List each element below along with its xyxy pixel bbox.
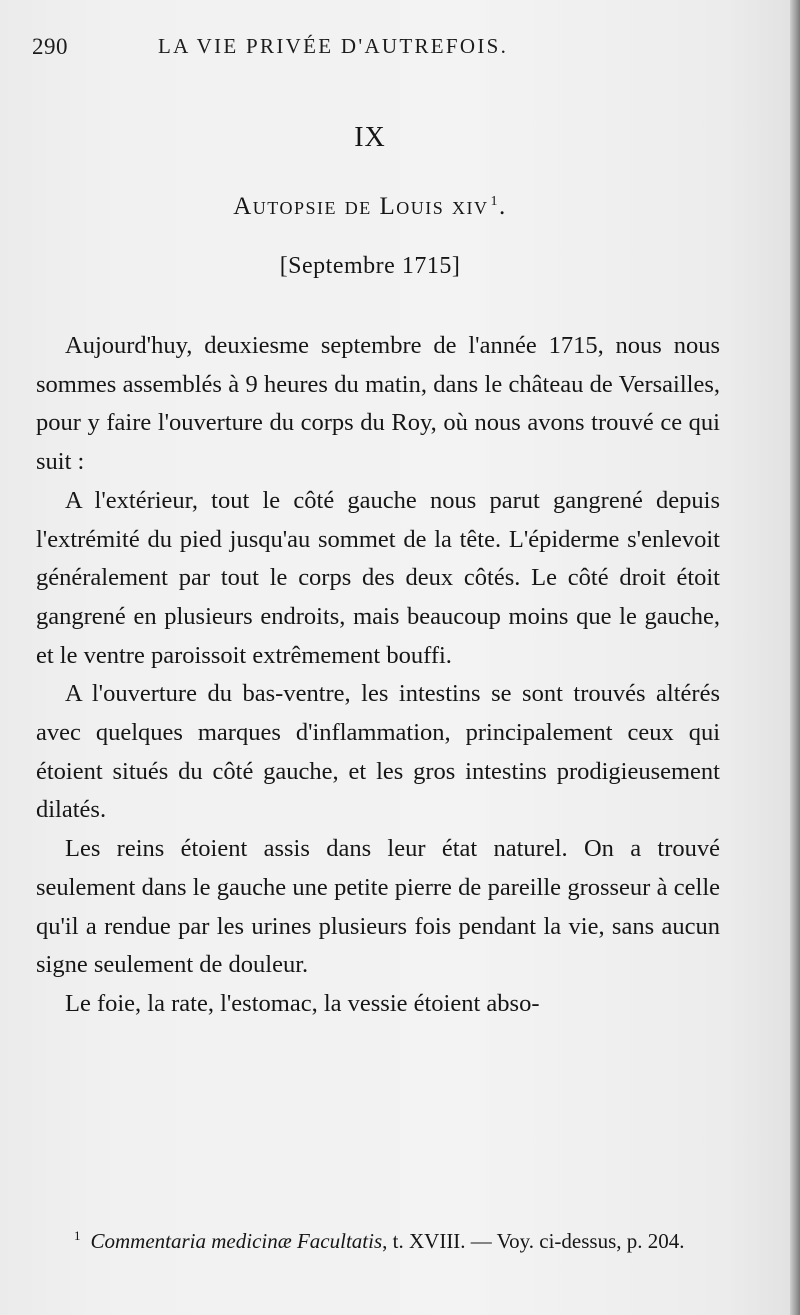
footnote: [46, 1218, 724, 1259]
paragraph: A l'extérieur, tout le côté gauche nous parut gangrené depuis l'extrémité du pied jusqu'au sommet de la tête. L'épiderme s'enlevoit généralement par tout le corps des deux côtés. Le côté droit étoit gangrené en plusieurs endroits, mais beaucoup moins que le gauche, et le ventre paroissoit extrêmement bouffi.: [36, 486, 720, 669]
footnote-citation: , t. XVIII. — Voy. ci-dessus, p. 204.: [382, 1229, 685, 1253]
paragraph: Aujourd'huy, deuxiesme septembre de l'année 1715, nous nous sommes assemblés à 9 heures du matin, dans le château de Versailles, pour y faire l'ouverture du corps du Roy, où nous avons trouvé ce qui suit :: [36, 332, 720, 476]
page-header: [32, 34, 752, 68]
paragraph: A l'ouverture du bas-ventre, les intestins se sont trouvés altérés avec quelques marques d'inflammation, principalement ceux qui étoient situés du côté gauche, et les gros intestins prodigieusement dilatés.: [36, 680, 720, 824]
footnote-text: [46, 1218, 724, 1259]
page-number: 290: [32, 34, 68, 59]
page-edge-shadow: [790, 0, 800, 1315]
date-line: [Septembre 1715]: [279, 253, 461, 279]
footnote-reference: 1: [490, 194, 499, 209]
chapter-title-text: Autopsie de Louis xiv: [233, 193, 489, 220]
chapter-title: Autopsie de Louis xiv $^1$.: [233, 193, 507, 220]
paragraph: Les reins étoient assis dans leur état naturel. On a trouvé seulement dans le gauche une petite pierre de pareille grosseur à celle qu'il a rendue par les urines plusieurs fois pendant la vie, sans aucun signe seulement de douleur.: [36, 835, 720, 979]
footnote-marker: 1: [74, 1228, 81, 1243]
footnote-source-title: Commentaria medicinæ Facultatis: [90, 1229, 383, 1253]
section-number: IX: [354, 122, 386, 153]
body-text: [36, 327, 720, 1024]
running-title: LA VIE PRIVÉE D'AUTREFOIS.: [158, 34, 509, 58]
paragraph: Le foie, la rate, l'estomac, la vessie étoient abso-: [65, 989, 540, 1017]
